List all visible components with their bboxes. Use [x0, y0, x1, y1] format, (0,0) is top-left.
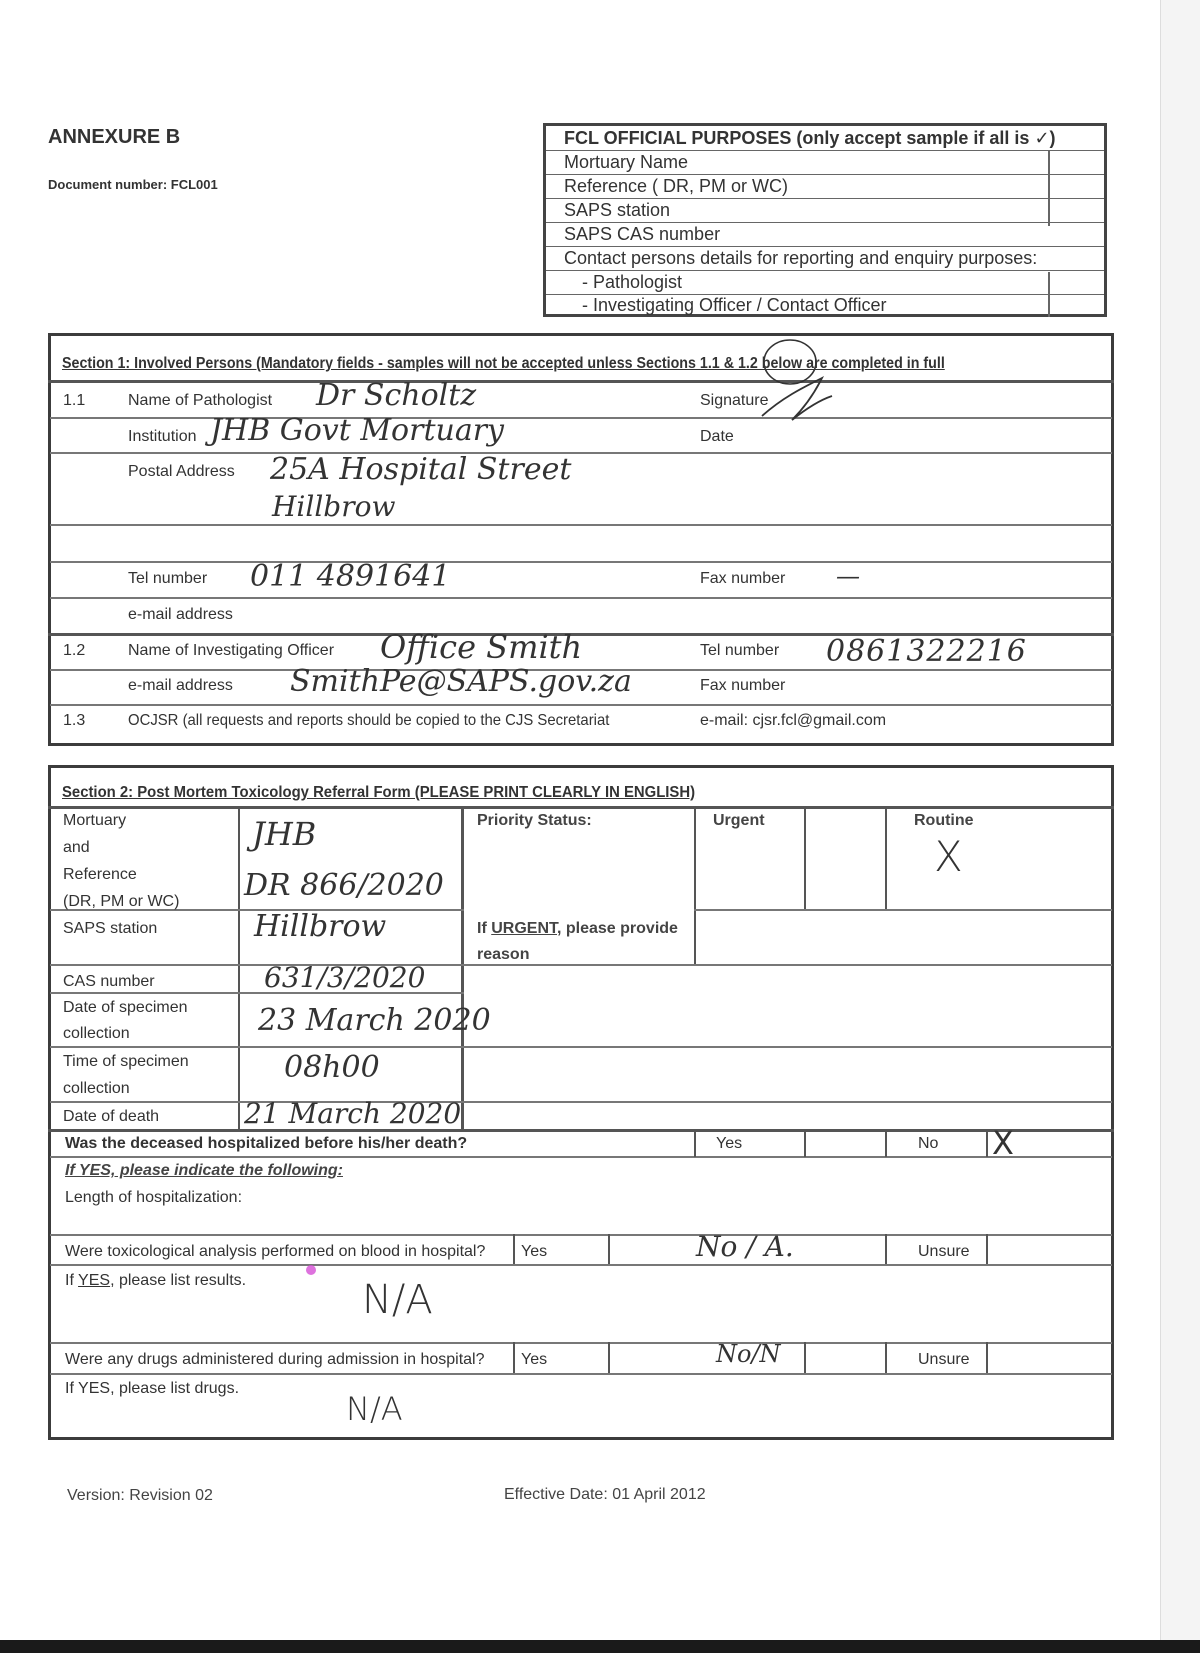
section-1-3-number: 1.3: [63, 712, 86, 729]
date-of-death-label: Date of death: [63, 1108, 160, 1125]
date-specimen-label-2: collection: [63, 1025, 130, 1042]
io-tel-value: 0861322216: [826, 634, 1027, 669]
divider: [461, 808, 464, 1130]
tel-value: 011 4891641: [250, 559, 451, 594]
priority-status-label: Priority Status:: [477, 812, 592, 829]
reference-type-label: (DR, PM or WC): [63, 893, 180, 910]
if-yes-heading: If YES, please indicate the following:: [65, 1162, 343, 1179]
divider: [50, 597, 1112, 599]
divider: [50, 1156, 1112, 1158]
drugs-yes-label: Yes: [521, 1351, 548, 1368]
annexure-title: ANNEXURE B: [48, 126, 181, 148]
io-email-value: SmithPe@SAPS.gov.za: [290, 664, 632, 699]
routine-mark: X: [934, 832, 963, 881]
section-2-heading: Section 2: Post Mortem Toxicology Referral Form (PLEASE PRINT CLEARLY IN ENGLISH): [62, 784, 696, 801]
postal-address-label: Postal Address: [128, 463, 235, 480]
ink-spot: [306, 1265, 316, 1275]
divider: [804, 1131, 806, 1157]
section-1-1-number: 1.1: [63, 392, 86, 409]
signature-mark: [742, 328, 852, 428]
tox-answer-value: No / A.: [696, 1230, 794, 1263]
urgent-reason-label: If URGENT, please provide: [477, 920, 678, 937]
fcl-tick-column: [1048, 150, 1050, 226]
cas-number-value: 631/3/2020: [264, 961, 426, 994]
divider: [50, 1264, 1112, 1266]
document-number: Document number: FCL001: [48, 177, 218, 192]
drugs-answer-value: No/N: [716, 1340, 781, 1368]
scan-bottom-edge: [0, 1640, 1200, 1653]
divider: [694, 808, 696, 965]
drugs-question: Were any drugs administered during admission in hospital?: [65, 1351, 485, 1368]
fax-value: —: [836, 562, 860, 590]
reference-value: DR 866/2020: [244, 868, 444, 903]
divider: [694, 1131, 696, 1157]
divider: [885, 808, 887, 910]
tox-yes-label: Yes: [521, 1243, 548, 1260]
divider: [50, 1101, 1112, 1103]
fcl-row-pathologist: - Pathologist: [546, 271, 1104, 295]
divider: [48, 380, 1114, 383]
divider: [513, 1342, 515, 1373]
fcl-official-box: [543, 123, 1107, 317]
cas-number-label: CAS number: [63, 973, 155, 990]
hospitalized-question: Was the deceased hospitalized before his/her death?: [65, 1135, 468, 1152]
io-tel-label: Tel number: [700, 642, 780, 659]
postal-address-line-2: Hillbrow: [272, 490, 396, 523]
footer-version: Version: Revision 02: [67, 1487, 213, 1504]
ocjsr-email: e-mail: cjsr.fcl@gmail.com: [700, 712, 887, 729]
divider: [804, 1342, 806, 1373]
fcl-row-reference: Reference ( DR, PM or WC): [546, 175, 1104, 199]
divider: [48, 806, 1114, 809]
io-fax-label: Fax number: [700, 677, 786, 694]
tel-label: Tel number: [128, 570, 208, 587]
signature-label: Signature: [700, 392, 769, 409]
fax-label: Fax number: [700, 570, 786, 587]
pathologist-label: Name of Pathologist: [128, 392, 273, 409]
date-specimen-value: 23 March 2020: [258, 1003, 491, 1038]
divider: [238, 808, 240, 1130]
tox-results-value: N/A: [362, 1277, 433, 1323]
fcl-row-contact: Contact persons details for reporting and enquiry purposes:: [546, 247, 1104, 271]
drugs-list-label: If YES, please list drugs.: [65, 1380, 240, 1397]
tox-list-results-label: If YES, please list results.: [65, 1272, 247, 1289]
saps-station-value: Hillbrow: [254, 909, 387, 944]
footer-effective-date: Effective Date: 01 April 2012: [504, 1486, 706, 1503]
date-of-death-value: 21 March 2020: [244, 1097, 462, 1130]
date-label: Date: [700, 428, 734, 445]
io-email-label: e-mail address: [128, 677, 233, 694]
divider: [50, 1046, 1112, 1048]
investigating-officer-value: Office Smith: [380, 628, 583, 666]
divider: [50, 964, 1112, 966]
divider: [513, 1234, 515, 1264]
fcl-row-cas-number: SAPS CAS number: [546, 223, 1104, 247]
mortuary-label: Mortuary: [63, 812, 127, 829]
pathologist-value: Dr Scholtz: [316, 378, 477, 413]
divider: [50, 704, 1112, 706]
divider: [50, 1234, 1112, 1236]
divider: [50, 1373, 1112, 1375]
fcl-title: FCL OFFICIAL PURPOSES (only accept sample if all is ✓): [546, 126, 1104, 151]
hospitalized-yes-label: Yes: [716, 1135, 743, 1152]
divider: [50, 1342, 1112, 1344]
investigating-officer-label: Name of Investigating Officer: [128, 642, 335, 659]
divider: [986, 1131, 988, 1157]
divider: [608, 1234, 610, 1264]
tox-unsure-label: Unsure: [918, 1243, 970, 1260]
urgent-reason-label-2: reason: [477, 946, 530, 963]
reference-label: Reference: [63, 866, 137, 883]
fcl-tick-column-lower: [1048, 272, 1050, 317]
email-label: e-mail address: [128, 606, 233, 623]
mortuary-and-label: and: [63, 839, 90, 856]
fcl-row-mortuary: Mortuary Name: [546, 151, 1104, 175]
divider: [885, 1131, 887, 1157]
divider: [50, 561, 1112, 563]
routine-label: Routine: [914, 812, 974, 829]
divider: [50, 524, 1112, 526]
urgent-label: Urgent: [713, 812, 765, 829]
section-1-2-number: 1.2: [63, 642, 86, 659]
divider: [804, 808, 806, 910]
time-specimen-value: 08h00: [284, 1050, 380, 1085]
postal-address-line-1: 25A Hospital Street: [270, 452, 572, 487]
drugs-unsure-label: Unsure: [918, 1351, 970, 1368]
hospitalized-no-mark: X: [992, 1124, 1014, 1162]
fcl-row-officer: - Investigating Officer / Contact Officer: [582, 295, 887, 315]
drugs-list-value: N/A: [346, 1390, 403, 1428]
time-specimen-label-2: collection: [63, 1080, 130, 1097]
divider: [48, 1129, 1114, 1132]
ocjsr-label: OCJSR (all requests and reports should be copied to the CJS Secretariat: [128, 712, 610, 729]
divider: [50, 452, 1112, 454]
divider: [608, 1342, 610, 1373]
divider: [885, 1342, 887, 1373]
hospitalized-no-label: No: [918, 1135, 939, 1152]
divider: [694, 909, 1112, 911]
saps-station-label: SAPS station: [63, 920, 158, 937]
institution-label: Institution: [128, 428, 197, 445]
divider: [986, 1234, 988, 1264]
length-hospitalization-label: Length of hospitalization:: [65, 1189, 243, 1206]
section-1-heading: Section 1: Involved Persons (Mandatory fields - samples will not be accepted unless Sections 1.1 & 1.2 below are completed in full: [62, 355, 945, 372]
mortuary-value: JHB: [252, 815, 317, 853]
scan-page-edge: [1160, 0, 1200, 1653]
fcl-row-saps-station: SAPS station: [546, 199, 1104, 223]
time-specimen-label: Time of specimen: [63, 1053, 189, 1070]
tox-analysis-question: Were toxicological analysis performed on blood in hospital?: [65, 1243, 486, 1260]
institution-value: JHB Govt Mortuary: [210, 413, 505, 448]
divider: [885, 1234, 887, 1264]
divider: [986, 1342, 988, 1373]
date-specimen-label: Date of specimen: [63, 999, 188, 1016]
